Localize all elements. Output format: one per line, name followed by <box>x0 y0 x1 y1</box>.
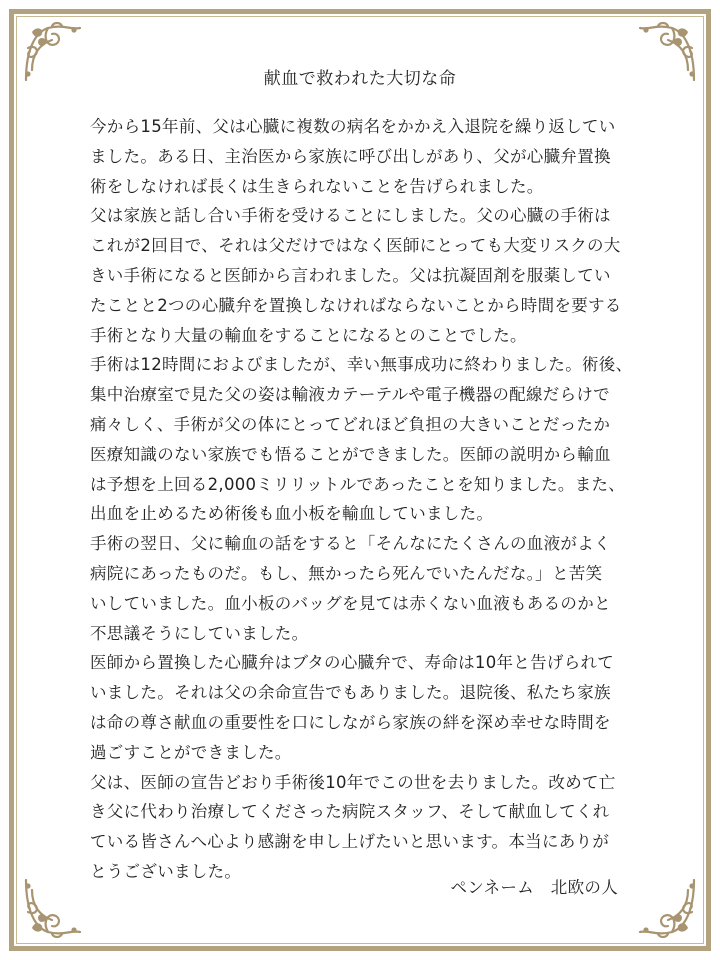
body-line: 術をしなければ長くは生きられないことを告げられました。 <box>90 176 544 196</box>
body-line: とうございました。 <box>90 861 242 881</box>
body-line: 不思議そうにしていました。 <box>90 623 309 643</box>
body-line: は予想を上回る2,000ミリリットルであったことを知りました。また、 <box>90 474 626 494</box>
body-line: 病院にあったものだ。もし、無かったら死んでいたんだな。」と苦笑 <box>90 563 603 583</box>
body-line: 父は、医師の宣告どおり手術後10年でこの世を去りました。改めて亡 <box>90 772 616 792</box>
body-line: ている皆さんへ心より感謝を申し上げたいと思います。本当にありが <box>90 832 610 852</box>
letter-title: 献血で救われた大切な命 <box>263 69 457 89</box>
letter-body <box>90 112 650 887</box>
body-line: 手術の翌日、父に輸血の話をすると「そんなにたくさんの血液がよく <box>90 534 611 554</box>
body-line: たことと2つの心臓弁を置換しなければならないことから時間を要する <box>90 295 622 315</box>
corner-ornament-icon <box>18 872 88 942</box>
body-line: 出血を止めるため術後も血小板を輸血していました。 <box>90 504 494 524</box>
body-line: は命の尊さ献血の重要性を口にしながら家族の絆を深め幸せな時間を <box>90 712 611 732</box>
body-line: 手術は12時間におよびましたが、幸い無事成功に終わりました。術後、 <box>90 355 633 375</box>
body-line: 医師から置換した心臓弁はブタの心臓弁で、寿命は10年と告げられて <box>90 653 615 673</box>
body-line: いしていました。血小板のバッグを見ては赤くない血液もあるのかと <box>90 593 611 613</box>
body-line: ました。ある日、主治医から家族に呼び出しがあり、父が心臓弁置換 <box>90 146 611 166</box>
body-line: 手術となり大量の輸血をすることになるとのことでした。 <box>90 325 527 345</box>
body-line: 痛々しく、手術が父の体にとってどれほど負担の大きいことだったか <box>90 414 611 434</box>
body-line: きい手術になると医師から言われました。父は抗凝固剤を服薬してい <box>90 265 611 285</box>
body-line: 集中治療室で見た父の姿は輸液カテーテルや電子機器の配線だらけで <box>90 385 610 405</box>
body-line: 父は家族と話し合い手術を受けることにしました。父の心臓の手術は <box>90 206 611 226</box>
pen-name-signature: ペンネーム 北欧の人 <box>450 878 618 897</box>
body-line: き父に代わり治療してくださった病院スタッフ、そして献血してくれ <box>90 802 610 822</box>
body-line: 過ごすことができました。 <box>90 742 292 762</box>
body-line: いました。それは父の余命宣告でもありました。退院後、私たち家族 <box>90 683 611 703</box>
body-line: 今から15年前、父は心臓に複数の病名をかかえ入退院を繰り返してい <box>90 117 616 136</box>
body-line: これが2回目で、それは父だけではなく医師にとっても大変リスクの大 <box>90 236 621 256</box>
body-line: 医療知識のない家族でも悟ることができました。医師の説明から輸血 <box>90 444 611 464</box>
